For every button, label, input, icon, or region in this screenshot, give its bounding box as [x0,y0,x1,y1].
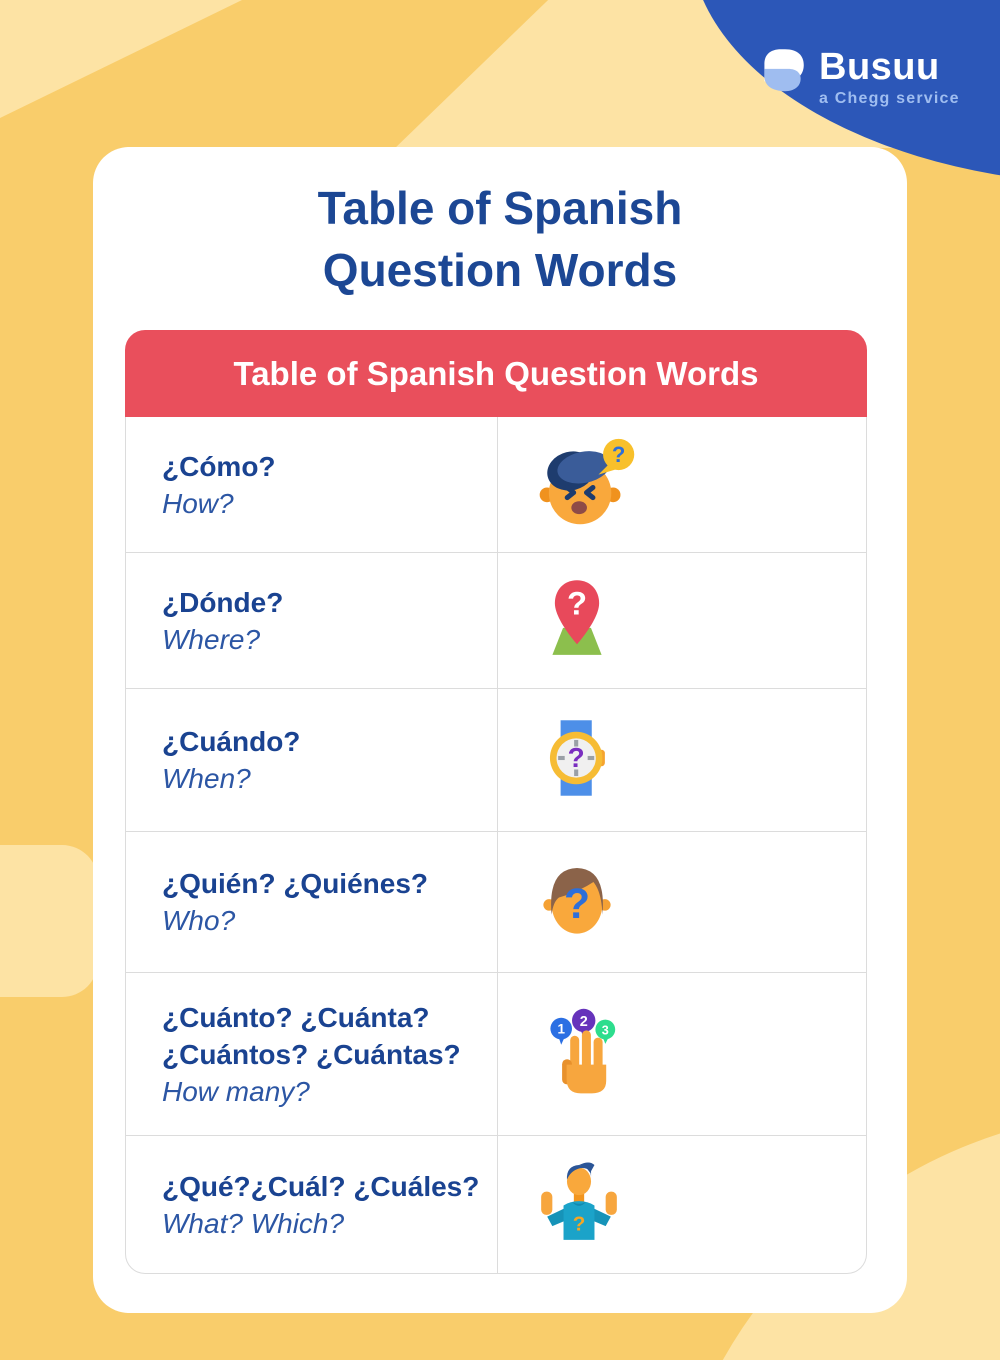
spanish-word: ¿Quién? ¿Quiénes? [162,868,429,899]
question-words-table [125,330,867,1274]
table-row [126,553,866,689]
anonymous-face-question-icon [536,859,618,946]
busuu-logo-icon [753,42,811,105]
english-word: How? [162,487,234,519]
spanish-word: ¿Cuánto? ¿Cuánta? [162,1001,430,1033]
spanish-word: ¿Dónde? [162,586,284,618]
word-cell [126,553,497,688]
table-row [126,832,866,973]
background-blob-mid-left [0,845,98,997]
spanish-word: ¿Qué?¿Cuál? ¿Cuáles? [162,1170,480,1202]
table-header: Table of Spanish Question Words [125,330,867,417]
word-cell [126,417,497,552]
icon-cell [497,973,866,1135]
counting-hand-icon [536,1007,626,1102]
spanish-word: ¿Cuándo? [162,726,301,757]
english-word: How many? [162,1075,310,1107]
page-title-line2: Question Words [322,244,678,296]
balloon-number: 3 [601,1022,609,1037]
word-cell [126,832,497,972]
question-glyph: ? [563,879,591,928]
table-row [126,689,866,832]
table-row [126,417,866,553]
table-row [126,973,866,1136]
shrug-person-question-icon [536,1159,622,1250]
brand-name: Busuu [819,46,940,88]
word-cell [126,689,497,831]
question-glyph: ? [572,1212,586,1236]
icon-cell [497,553,866,688]
spanish-word-line2: ¿Cuántos? ¿Cuántas? [162,1038,461,1070]
content-card [93,147,907,1313]
spanish-word: ¿Cómo? [162,450,276,482]
english-word: When? [162,763,251,794]
page-title [93,177,907,301]
question-glyph: ? [611,441,626,467]
balloon-number: 2 [579,1013,588,1030]
brand-tagline: a Chegg service [819,90,960,107]
watch-question-icon [536,717,618,804]
english-word: Where? [162,623,261,655]
balloon-number: 1 [557,1021,565,1037]
table-body [125,417,867,1274]
word-cell [126,1136,497,1273]
page-title-line1: Table of Spanish [317,182,683,234]
question-glyph: ? [566,584,588,622]
brand-logo [753,42,960,108]
english-word: Who? [162,905,236,936]
icon-cell [497,689,866,831]
icon-cell [497,1136,866,1273]
icon-cell [497,417,866,552]
confused-boy-question-icon [536,436,637,533]
word-cell [126,973,497,1135]
table-row [126,1136,866,1273]
map-pin-question-icon [536,577,618,664]
english-word: What? Which? [162,1207,345,1239]
question-glyph: ? [567,741,585,773]
background-blob-top-left [0,0,242,118]
icon-cell [497,832,866,972]
